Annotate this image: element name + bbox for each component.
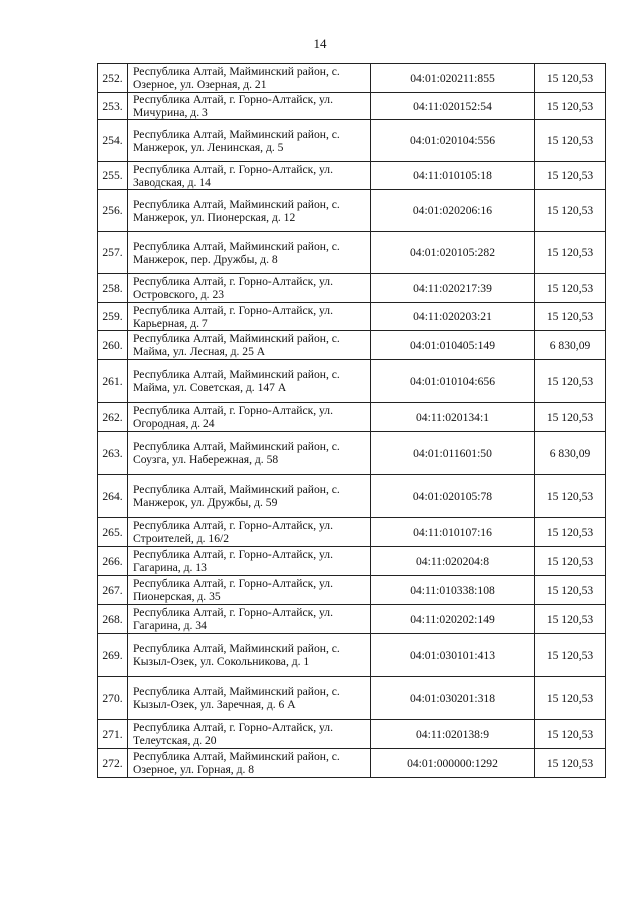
row-number-cell: 257.	[98, 232, 128, 274]
cadastral-number-cell: 04:11:010105:18	[371, 162, 535, 190]
table-row	[98, 576, 606, 605]
cadastral-number-cell: 04:11:010107:16	[371, 518, 535, 547]
cadastral-number-cell: 04:11:020202:149	[371, 605, 535, 634]
address-cell: Республика Алтай, Майминский район, с. Озерное, ул. Озерная, д. 21	[128, 64, 371, 93]
value-cell: 15 120,53	[535, 190, 606, 232]
value-cell: 15 120,53	[535, 605, 606, 634]
value-cell: 6 830,09	[535, 432, 606, 475]
address-cell: Республика Алтай, Майминский район, с. Озерное, ул. Горная, д. 8	[128, 749, 371, 778]
value-cell: 15 120,53	[535, 547, 606, 576]
cadastral-number-cell: 04:01:000000:1292	[371, 749, 535, 778]
row-number-cell: 259.	[98, 303, 128, 331]
table-row	[98, 360, 606, 403]
cadastral-number-cell: 04:11:020203:21	[371, 303, 535, 331]
value-cell: 15 120,53	[535, 403, 606, 432]
value-cell: 15 120,53	[535, 720, 606, 749]
value-cell: 15 120,53	[535, 120, 606, 162]
row-number-cell: 264.	[98, 475, 128, 518]
table-row	[98, 518, 606, 547]
table-row	[98, 677, 606, 720]
row-number-cell: 271.	[98, 720, 128, 749]
address-cell: Республика Алтай, Майминский район, с. Кызыл-Озек, ул. Сокольникова, д. 1	[128, 634, 371, 677]
address-cell: Республика Алтай, Майминский район, с. Майма, ул. Лесная, д. 25 А	[128, 331, 371, 360]
row-number-cell: 254.	[98, 120, 128, 162]
value-cell: 15 120,53	[535, 162, 606, 190]
address-cell: Республика Алтай, Майминский район, с. Майма, ул. Советская, д. 147 А	[128, 360, 371, 403]
row-number-cell: 269.	[98, 634, 128, 677]
address-cell: Республика Алтай, г. Горно-Алтайск, ул. Заводская, д. 14	[128, 162, 371, 190]
address-cell: Республика Алтай, г. Горно-Алтайск, ул. Карьерная, д. 7	[128, 303, 371, 331]
table-row	[98, 403, 606, 432]
cadastral-number-cell: 04:11:020152:54	[371, 93, 535, 120]
value-cell: 15 120,53	[535, 518, 606, 547]
address-cell: Республика Алтай, г. Горно-Алтайск, ул. Гагарина, д. 34	[128, 605, 371, 634]
row-number-cell: 265.	[98, 518, 128, 547]
table-row	[98, 303, 606, 331]
address-cell: Республика Алтай, Майминский район, с. Манжерок, ул. Ленинская, д. 5	[128, 120, 371, 162]
table-row	[98, 475, 606, 518]
address-cell: Республика Алтай, г. Горно-Алтайск, ул. Телеутская, д. 20	[128, 720, 371, 749]
cadastral-number-cell: 04:01:010104:656	[371, 360, 535, 403]
table-row	[98, 432, 606, 475]
address-cell: Республика Алтай, г. Горно-Алтайск, ул. Гагарина, д. 13	[128, 547, 371, 576]
table-row	[98, 605, 606, 634]
table-row	[98, 93, 606, 120]
address-cell: Республика Алтай, г. Горно-Алтайск, ул. Огородная, д. 24	[128, 403, 371, 432]
cadastral-number-cell: 04:01:020105:78	[371, 475, 535, 518]
value-cell: 15 120,53	[535, 360, 606, 403]
value-cell: 15 120,53	[535, 93, 606, 120]
address-cell: Республика Алтай, г. Горно-Алтайск, ул. Мичурина, д. 3	[128, 93, 371, 120]
row-number-cell: 268.	[98, 605, 128, 634]
row-number-cell: 260.	[98, 331, 128, 360]
value-cell: 15 120,53	[535, 677, 606, 720]
address-cell: Республика Алтай, г. Горно-Алтайск, ул. Пионерская, д. 35	[128, 576, 371, 605]
value-cell: 15 120,53	[535, 749, 606, 778]
page-number: 14	[313, 36, 327, 51]
table-row	[98, 120, 606, 162]
value-cell: 15 120,53	[535, 303, 606, 331]
cadastral-number-cell: 04:01:030201:318	[371, 677, 535, 720]
row-number-cell: 263.	[98, 432, 128, 475]
row-number-cell: 255.	[98, 162, 128, 190]
row-number-cell: 256.	[98, 190, 128, 232]
cadastral-number-cell: 04:01:020104:556	[371, 120, 535, 162]
cadastral-number-cell: 04:01:020211:855	[371, 64, 535, 93]
row-number-cell: 262.	[98, 403, 128, 432]
table-row	[98, 162, 606, 190]
table-row	[98, 331, 606, 360]
value-cell: 15 120,53	[535, 634, 606, 677]
cadastral-number-cell: 04:01:020206:16	[371, 190, 535, 232]
cadastral-number-cell: 04:01:010405:149	[371, 331, 535, 360]
address-cell: Республика Алтай, Майминский район, с. Манжерок, пер. Дружбы, д. 8	[128, 232, 371, 274]
address-cell: Республика Алтай, Майминский район, с. Манжерок, ул. Пионерская, д. 12	[128, 190, 371, 232]
cadastral-number-cell: 04:11:020217:39	[371, 274, 535, 303]
cadastral-number-cell: 04:11:010338:108	[371, 576, 535, 605]
row-number-cell: 266.	[98, 547, 128, 576]
table-row	[98, 232, 606, 274]
address-cell: Республика Алтай, Майминский район, с. Кызыл-Озек, ул. Заречная, д. 6 А	[128, 677, 371, 720]
table-row	[98, 64, 606, 93]
value-cell: 6 830,09	[535, 331, 606, 360]
row-number-cell: 272.	[98, 749, 128, 778]
row-number-cell: 252.	[98, 64, 128, 93]
value-cell: 15 120,53	[535, 64, 606, 93]
address-cell: Республика Алтай, Майминский район, с. Манжерок, ул. Дружбы, д. 59	[128, 475, 371, 518]
value-cell: 15 120,53	[535, 274, 606, 303]
row-number-cell: 253.	[98, 93, 128, 120]
cadastral-number-cell: 04:01:020105:282	[371, 232, 535, 274]
registry-table	[97, 63, 606, 778]
table-row	[98, 190, 606, 232]
cadastral-number-cell: 04:11:020138:9	[371, 720, 535, 749]
value-cell: 15 120,53	[535, 475, 606, 518]
table-row	[98, 720, 606, 749]
address-cell: Республика Алтай, г. Горно-Алтайск, ул. Строителей, д. 16/2	[128, 518, 371, 547]
value-cell: 15 120,53	[535, 576, 606, 605]
address-cell: Республика Алтай, Майминский район, с. Соузга, ул. Набережная, д. 58	[128, 432, 371, 475]
table-row	[98, 274, 606, 303]
registry-table-body	[98, 64, 606, 778]
table-row	[98, 547, 606, 576]
cadastral-number-cell: 04:01:030101:413	[371, 634, 535, 677]
row-number-cell: 261.	[98, 360, 128, 403]
cadastral-number-cell: 04:11:020134:1	[371, 403, 535, 432]
row-number-cell: 258.	[98, 274, 128, 303]
table-row	[98, 749, 606, 778]
value-cell: 15 120,53	[535, 232, 606, 274]
row-number-cell: 267.	[98, 576, 128, 605]
table-row	[98, 634, 606, 677]
cadastral-number-cell: 04:01:011601:50	[371, 432, 535, 475]
cadastral-number-cell: 04:11:020204:8	[371, 547, 535, 576]
address-cell: Республика Алтай, г. Горно-Алтайск, ул. Островского, д. 23	[128, 274, 371, 303]
row-number-cell: 270.	[98, 677, 128, 720]
